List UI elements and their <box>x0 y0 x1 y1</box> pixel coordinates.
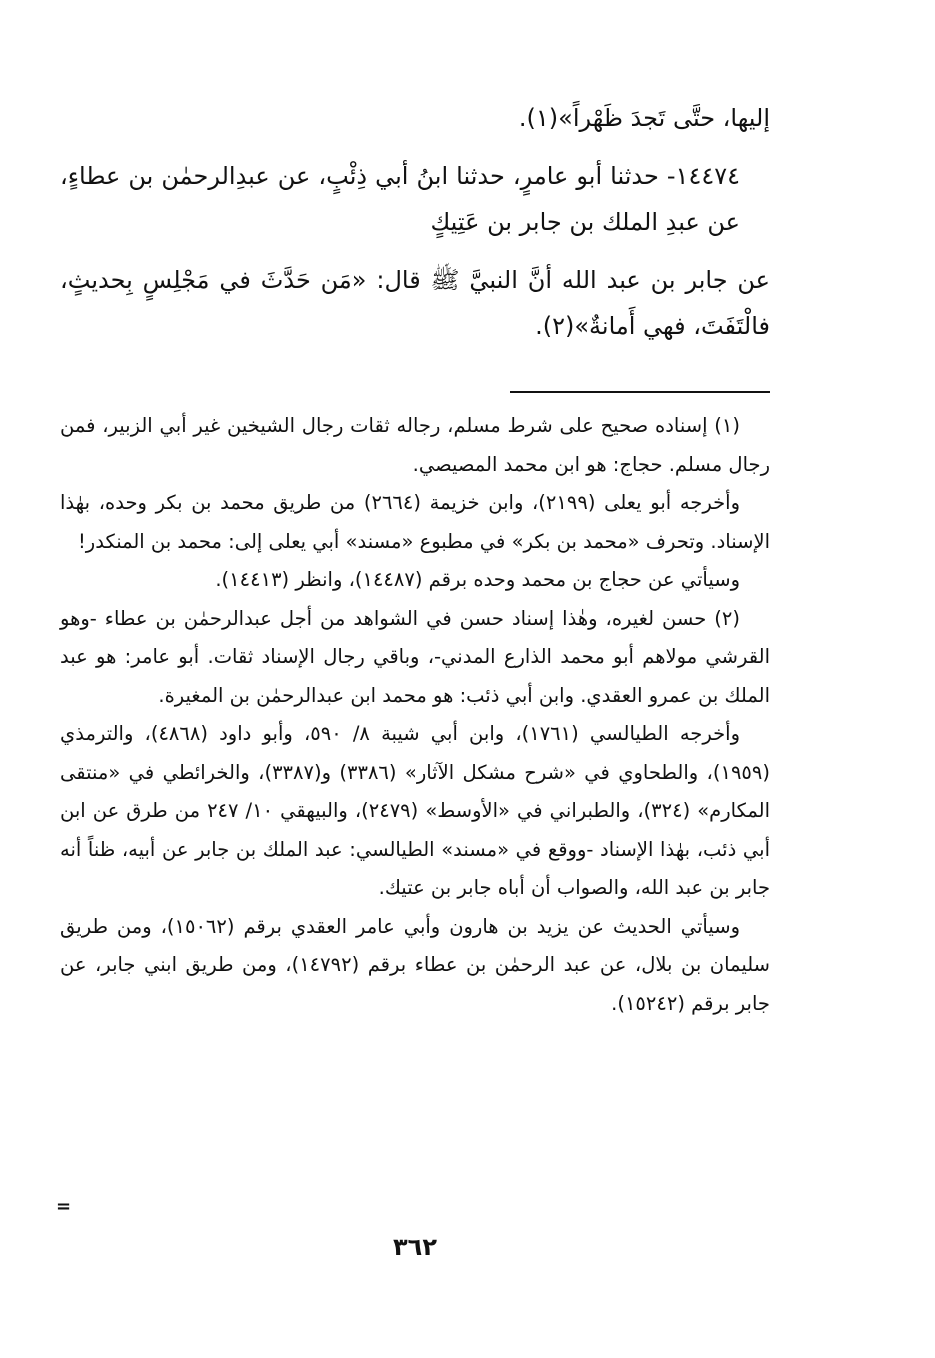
continuation-mark: = <box>56 1196 72 1217</box>
footnote-1: (١) إسناده صحيح على شرط مسلم، رجاله ثقات رجال الشيخين غير أبي الزبير، فمن رجال مسلم. حجاج: هو ابن محمد المصيصي. <box>60 414 770 476</box>
text-line-continuation: إليها، حتَّى تَجدَ ظَهْراً»(١). <box>518 104 770 132</box>
footnotes <box>60 407 770 1023</box>
footnote-2-takhrij: وأخرجه الطيالسي (١٧٦١)، وابن أبي شيبة ٨/ ٥٩٠، وأبو داود (٤٨٦٨)، والترمذي (١٩٥٩)، والطحاوي في «شرح مشكل الآثار» (٣٣٨٦) و(٣٣٨٧)، والخرائطي في «منتقى المكارم» (٣٢٤)، والطبراني في «الأوسط» (٢٤٧٩)، والبيهقي ١٠/ ٢٤٧ من طرق عن ابن أبي ذئب، بهٰذا الإسناد -ووقع في «مسند» الطيالسي: عبد الملك بن جابر عن أبيه، ظناً أنه جابر بن عبد الله، والصواب أن أباه جابر بن عتيك. <box>60 722 770 899</box>
main-text <box>60 95 770 349</box>
hadith-isnad: ١٤٤٧٤- حدثنا أبو عامرٍ، حدثنا ابنُ أبي ذِئْبٍ، عن عبدِالرحمٰن بن عطاءٍ، عن عبدِ الملك بن جابر بن عَتِيكٍ <box>60 162 740 236</box>
book-page <box>60 95 770 1335</box>
footnote-1-crossref: وسيأتي عن حجاج بن محمد وحده برقم (١٤٤٨٧)، وانظر (١٤٤١٣). <box>215 568 740 591</box>
hadith-matn: عن جابر بن عبد الله أنَّ النبيَّ ﷺ قال: «مَن حَدَّثَ في مَجْلِسٍ بِحديثٍ، فالْتَفَتَ، فهي أَمانةٌ»(٢). <box>60 266 770 340</box>
footnote-separator <box>510 391 770 393</box>
footnote-2: (٢) حسن لغيره، وهٰذا إسناد حسن في الشواهد من أجل عبدالرحمٰن بن عطاء -وهو القرشي مولاهم أبو محمد الذارع المدني-، وباقي رجال الإسناد ثقات. أبو عامر: هو عبد الملك بن عمرو العقدي. وابن أبي ذئب: هو محمد ابن عبدالرحمٰن بن المغيرة. <box>60 606 770 707</box>
footnote-1-takhrij: وأخرجه أبو يعلى (٢١٩٩)، وابن خزيمة (٢٦٦٤) من طريق محمد بن بكر وحده، بهٰذا الإسناد. وتحرف «محمد بن بكر» في مطبوع «مسند» أبي يعلى إلى: محمد بن المنكدر! <box>60 491 770 553</box>
footnote-2-crossref: وسيأتي الحديث عن يزيد بن هارون وأبي عامر العقدي برقم (١٥٠٦٢)، ومن طريق سليمان بن بلال، عن عبد الرحمٰن بن عطاء برقم (١٤٧٩٢)، ومن طريق ابني جابر، عن جابر برقم (١٥٢٤٢). <box>60 914 770 1015</box>
page-number: ٣٦٢ <box>393 1233 437 1261</box>
